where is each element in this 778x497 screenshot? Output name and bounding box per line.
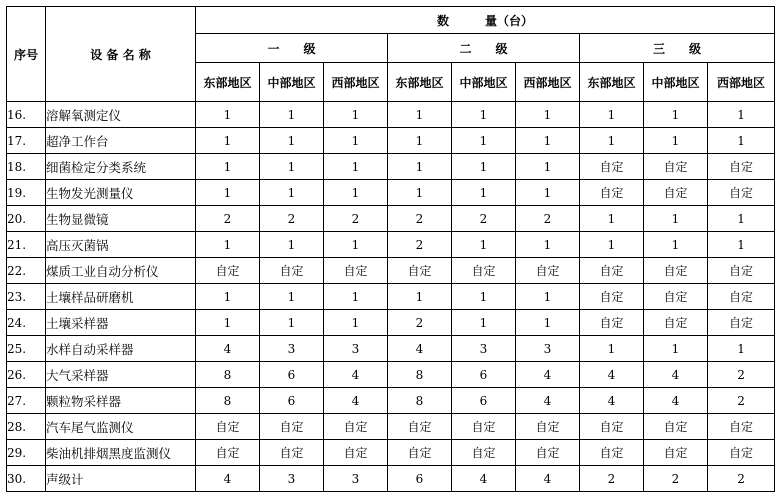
row-seq: 23. bbox=[7, 284, 46, 310]
quantity-cell: 1 bbox=[580, 232, 644, 258]
quantity-cell: 自定 bbox=[644, 440, 708, 466]
row-equipment-name: 超净工作台 bbox=[46, 128, 196, 154]
quantity-cell: 4 bbox=[324, 388, 388, 414]
quantity-cell: 1 bbox=[260, 232, 324, 258]
quantity-cell: 2 bbox=[260, 206, 324, 232]
quantity-cell: 1 bbox=[324, 180, 388, 206]
region-header: 西部地区 bbox=[708, 63, 775, 102]
quantity-cell: 1 bbox=[516, 128, 580, 154]
quantity-cell: 自定 bbox=[452, 258, 516, 284]
quantity-cell: 1 bbox=[644, 232, 708, 258]
quantity-cell: 1 bbox=[516, 180, 580, 206]
region-header: 西部地区 bbox=[516, 63, 580, 102]
quantity-cell: 自定 bbox=[260, 258, 324, 284]
quantity-header: 数 量（台） bbox=[196, 7, 775, 34]
quantity-cell: 自定 bbox=[452, 440, 516, 466]
quantity-cell: 1 bbox=[708, 206, 775, 232]
table-row bbox=[7, 284, 775, 310]
quantity-cell: 自定 bbox=[644, 180, 708, 206]
quantity-cell: 1 bbox=[324, 102, 388, 128]
quantity-cell: 3 bbox=[260, 336, 324, 362]
quantity-cell: 3 bbox=[516, 336, 580, 362]
row-seq: 21. bbox=[7, 232, 46, 258]
quantity-cell: 2 bbox=[516, 206, 580, 232]
quantity-cell: 2 bbox=[580, 466, 644, 492]
quantity-cell: 4 bbox=[516, 466, 580, 492]
quantity-cell: 6 bbox=[260, 362, 324, 388]
quantity-cell: 自定 bbox=[324, 414, 388, 440]
row-seq: 27. bbox=[7, 388, 46, 414]
row-seq: 22. bbox=[7, 258, 46, 284]
level-1-header: 一 级 bbox=[196, 34, 388, 63]
region-header: 中部地区 bbox=[644, 63, 708, 102]
table-row bbox=[7, 362, 775, 388]
quantity-cell: 6 bbox=[388, 466, 452, 492]
table-row bbox=[7, 466, 775, 492]
row-equipment-name: 水样自动采样器 bbox=[46, 336, 196, 362]
row-seq: 28. bbox=[7, 414, 46, 440]
row-seq: 25. bbox=[7, 336, 46, 362]
quantity-cell: 1 bbox=[452, 154, 516, 180]
quantity-cell: 4 bbox=[580, 388, 644, 414]
quantity-cell: 1 bbox=[324, 310, 388, 336]
quantity-cell: 1 bbox=[452, 180, 516, 206]
quantity-cell: 4 bbox=[644, 388, 708, 414]
quantity-cell: 1 bbox=[452, 128, 516, 154]
quantity-cell: 自定 bbox=[708, 414, 775, 440]
quantity-cell: 自定 bbox=[644, 284, 708, 310]
row-equipment-name: 汽车尾气监测仪 bbox=[46, 414, 196, 440]
quantity-cell: 自定 bbox=[196, 258, 260, 284]
quantity-cell: 1 bbox=[516, 232, 580, 258]
quantity-cell: 1 bbox=[516, 310, 580, 336]
row-equipment-name: 柴油机排烟黑度监测仪 bbox=[46, 440, 196, 466]
seq-header: 序号 bbox=[7, 7, 46, 102]
row-equipment-name: 生物发光测量仪 bbox=[46, 180, 196, 206]
table-body bbox=[7, 102, 775, 492]
table-row bbox=[7, 258, 775, 284]
region-header: 中部地区 bbox=[452, 63, 516, 102]
quantity-cell: 自定 bbox=[580, 258, 644, 284]
quantity-cell: 2 bbox=[388, 232, 452, 258]
level-3-header: 三 级 bbox=[580, 34, 775, 63]
quantity-cell: 2 bbox=[388, 206, 452, 232]
quantity-cell: 1 bbox=[324, 284, 388, 310]
quantity-cell: 1 bbox=[196, 102, 260, 128]
quantity-cell: 自定 bbox=[324, 258, 388, 284]
quantity-cell: 2 bbox=[324, 206, 388, 232]
quantity-cell: 2 bbox=[644, 466, 708, 492]
quantity-cell: 1 bbox=[708, 128, 775, 154]
quantity-cell: 自定 bbox=[196, 440, 260, 466]
quantity-cell: 3 bbox=[324, 336, 388, 362]
quantity-cell: 1 bbox=[260, 102, 324, 128]
table-row bbox=[7, 414, 775, 440]
table-header bbox=[7, 7, 775, 102]
quantity-cell: 6 bbox=[260, 388, 324, 414]
table-row bbox=[7, 388, 775, 414]
quantity-cell: 1 bbox=[708, 232, 775, 258]
quantity-cell: 自定 bbox=[708, 440, 775, 466]
quantity-cell: 4 bbox=[388, 336, 452, 362]
quantity-cell: 4 bbox=[516, 362, 580, 388]
row-seq: 30. bbox=[7, 466, 46, 492]
table-row bbox=[7, 440, 775, 466]
quantity-cell: 1 bbox=[452, 310, 516, 336]
quantity-cell: 1 bbox=[324, 128, 388, 154]
quantity-cell: 1 bbox=[516, 284, 580, 310]
quantity-cell: 1 bbox=[196, 310, 260, 336]
quantity-cell: 自定 bbox=[708, 180, 775, 206]
row-equipment-name: 溶解氧测定仪 bbox=[46, 102, 196, 128]
row-equipment-name: 煤质工业自动分析仪 bbox=[46, 258, 196, 284]
quantity-cell: 2 bbox=[452, 206, 516, 232]
table-row bbox=[7, 206, 775, 232]
quantity-cell: 自定 bbox=[708, 258, 775, 284]
quantity-cell: 自定 bbox=[388, 440, 452, 466]
table-row bbox=[7, 180, 775, 206]
quantity-cell: 自定 bbox=[516, 258, 580, 284]
quantity-cell: 1 bbox=[260, 310, 324, 336]
quantity-cell: 自定 bbox=[516, 414, 580, 440]
quantity-cell: 2 bbox=[196, 206, 260, 232]
quantity-cell: 自定 bbox=[324, 440, 388, 466]
quantity-cell: 2 bbox=[708, 362, 775, 388]
quantity-cell: 8 bbox=[196, 388, 260, 414]
quantity-cell: 1 bbox=[196, 180, 260, 206]
quantity-cell: 1 bbox=[388, 284, 452, 310]
quantity-cell: 1 bbox=[644, 102, 708, 128]
quantity-cell: 1 bbox=[260, 128, 324, 154]
region-header: 东部地区 bbox=[388, 63, 452, 102]
quantity-cell: 1 bbox=[196, 232, 260, 258]
row-equipment-name: 土壤样品研磨机 bbox=[46, 284, 196, 310]
quantity-cell: 1 bbox=[260, 284, 324, 310]
row-seq: 26. bbox=[7, 362, 46, 388]
quantity-cell: 1 bbox=[388, 180, 452, 206]
quantity-cell: 自定 bbox=[260, 414, 324, 440]
table-row bbox=[7, 102, 775, 128]
row-equipment-name: 土壤采样器 bbox=[46, 310, 196, 336]
quantity-cell: 3 bbox=[260, 466, 324, 492]
equipment-table bbox=[6, 6, 775, 492]
quantity-cell: 1 bbox=[388, 154, 452, 180]
quantity-cell: 1 bbox=[324, 154, 388, 180]
quantity-cell: 自定 bbox=[580, 310, 644, 336]
quantity-cell: 自定 bbox=[196, 414, 260, 440]
quantity-cell: 8 bbox=[388, 362, 452, 388]
quantity-cell: 自定 bbox=[580, 180, 644, 206]
quantity-cell: 自定 bbox=[644, 258, 708, 284]
quantity-cell: 6 bbox=[452, 388, 516, 414]
quantity-cell: 8 bbox=[388, 388, 452, 414]
quantity-cell: 3 bbox=[324, 466, 388, 492]
row-equipment-name: 生物显微镜 bbox=[46, 206, 196, 232]
quantity-cell: 自定 bbox=[580, 154, 644, 180]
quantity-cell: 1 bbox=[324, 232, 388, 258]
row-seq: 24. bbox=[7, 310, 46, 336]
quantity-cell: 1 bbox=[516, 154, 580, 180]
quantity-cell: 自定 bbox=[452, 414, 516, 440]
region-header: 东部地区 bbox=[196, 63, 260, 102]
row-seq: 19. bbox=[7, 180, 46, 206]
level-2-header: 二 级 bbox=[388, 34, 580, 63]
quantity-cell: 自定 bbox=[708, 310, 775, 336]
region-header: 中部地区 bbox=[260, 63, 324, 102]
quantity-cell: 6 bbox=[452, 362, 516, 388]
quantity-cell: 4 bbox=[196, 466, 260, 492]
quantity-cell: 1 bbox=[516, 102, 580, 128]
row-seq: 20. bbox=[7, 206, 46, 232]
quantity-cell: 3 bbox=[452, 336, 516, 362]
table-row bbox=[7, 336, 775, 362]
quantity-cell: 1 bbox=[388, 128, 452, 154]
quantity-cell: 1 bbox=[260, 180, 324, 206]
row-equipment-name: 大气采样器 bbox=[46, 362, 196, 388]
quantity-cell: 1 bbox=[708, 336, 775, 362]
table-row bbox=[7, 310, 775, 336]
quantity-cell: 1 bbox=[580, 336, 644, 362]
quantity-cell: 2 bbox=[708, 466, 775, 492]
quantity-cell: 2 bbox=[708, 388, 775, 414]
quantity-cell: 4 bbox=[580, 362, 644, 388]
quantity-cell: 2 bbox=[388, 310, 452, 336]
quantity-cell: 1 bbox=[196, 154, 260, 180]
row-equipment-name: 细菌检定分类系统 bbox=[46, 154, 196, 180]
quantity-cell: 自定 bbox=[644, 414, 708, 440]
quantity-cell: 自定 bbox=[580, 284, 644, 310]
row-equipment-name: 颗粒物采样器 bbox=[46, 388, 196, 414]
quantity-cell: 自定 bbox=[260, 440, 324, 466]
quantity-cell: 1 bbox=[452, 102, 516, 128]
row-equipment-name: 声级计 bbox=[46, 466, 196, 492]
quantity-cell: 1 bbox=[708, 102, 775, 128]
quantity-cell: 自定 bbox=[708, 284, 775, 310]
table-row bbox=[7, 128, 775, 154]
quantity-cell: 自定 bbox=[580, 414, 644, 440]
name-header: 设 备 名 称 bbox=[46, 7, 196, 102]
row-equipment-name: 高压灭菌锅 bbox=[46, 232, 196, 258]
quantity-cell: 自定 bbox=[644, 154, 708, 180]
quantity-cell: 4 bbox=[452, 466, 516, 492]
row-seq: 17. bbox=[7, 128, 46, 154]
quantity-cell: 1 bbox=[644, 206, 708, 232]
quantity-cell: 1 bbox=[196, 284, 260, 310]
quantity-cell: 1 bbox=[580, 128, 644, 154]
quantity-cell: 自定 bbox=[388, 414, 452, 440]
quantity-cell: 4 bbox=[324, 362, 388, 388]
quantity-cell: 自定 bbox=[388, 258, 452, 284]
quantity-cell: 4 bbox=[644, 362, 708, 388]
quantity-cell: 自定 bbox=[708, 154, 775, 180]
quantity-cell: 8 bbox=[196, 362, 260, 388]
quantity-cell: 1 bbox=[388, 102, 452, 128]
quantity-cell: 1 bbox=[196, 128, 260, 154]
row-seq: 29. bbox=[7, 440, 46, 466]
row-seq: 18. bbox=[7, 154, 46, 180]
quantity-cell: 自定 bbox=[644, 310, 708, 336]
quantity-cell: 自定 bbox=[580, 440, 644, 466]
quantity-cell: 自定 bbox=[516, 440, 580, 466]
quantity-cell: 1 bbox=[580, 206, 644, 232]
quantity-cell: 1 bbox=[452, 232, 516, 258]
region-header: 西部地区 bbox=[324, 63, 388, 102]
region-header: 东部地区 bbox=[580, 63, 644, 102]
quantity-cell: 1 bbox=[644, 128, 708, 154]
quantity-cell: 4 bbox=[516, 388, 580, 414]
table-row bbox=[7, 232, 775, 258]
quantity-cell: 1 bbox=[260, 154, 324, 180]
quantity-cell: 1 bbox=[452, 284, 516, 310]
quantity-cell: 1 bbox=[580, 102, 644, 128]
quantity-cell: 4 bbox=[196, 336, 260, 362]
table-row bbox=[7, 154, 775, 180]
row-seq: 16. bbox=[7, 102, 46, 128]
quantity-cell: 1 bbox=[644, 336, 708, 362]
